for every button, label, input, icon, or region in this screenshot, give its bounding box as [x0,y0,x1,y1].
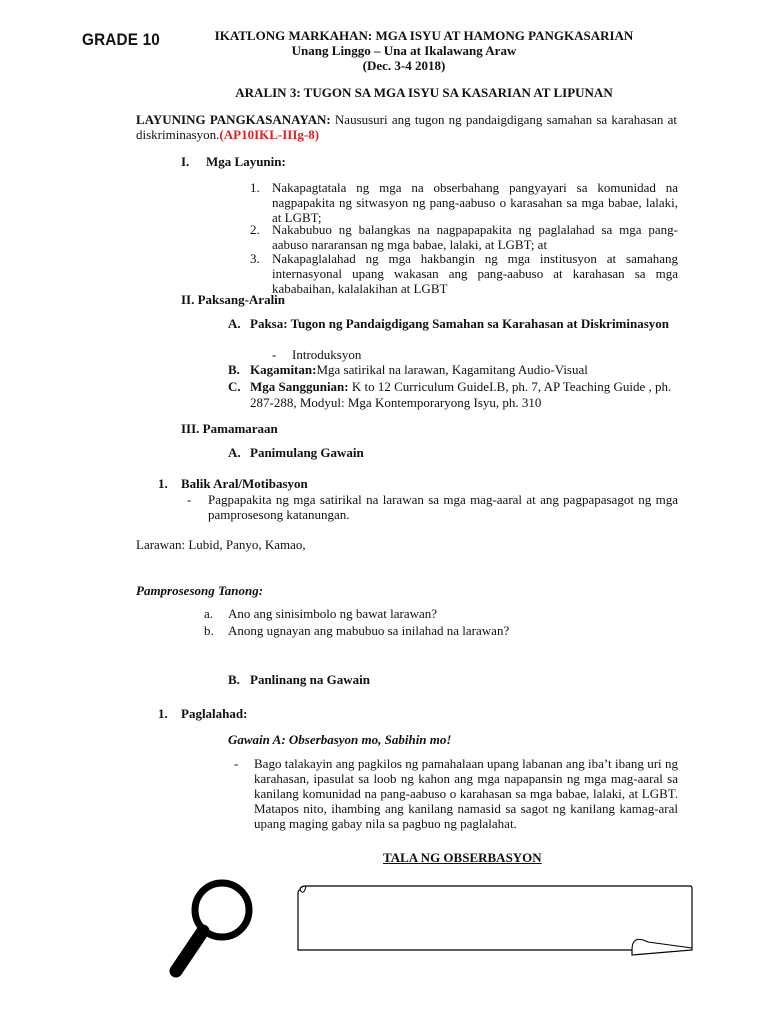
step-a-label: A. [228,445,241,460]
section1-title: Mga Layunin: [206,154,286,169]
question-label: b. [204,623,214,638]
kagamitan-text: Mga satirikal na larawan, Kagamitang Audio-Visual [316,362,588,377]
magnifying-glass-icon [166,876,258,980]
paglalahad-title: Paglalahad: [181,706,248,721]
aralin-title: ARALIN 3: TUGON SA MGA ISYU SA KASARIAN AT LIPUNAN [235,85,613,100]
paksa: Paksa: Tugon ng Pandaigdigang Samahan sa Karahasan at Diskriminasyon [250,316,670,331]
layunin-pangkasanayan [136,112,677,142]
dash: - [187,492,192,507]
question-text: Ano ang sinisimbolo ng bawat larawan? [228,606,438,621]
section2-title: II. Paksang-Aralin [181,292,286,307]
section1-numeral: I. [181,154,190,169]
objective-item: Nakabubuo ng balangkas na nagpapapakita ng paglalahad sa mga pang-aabuso nararansan ng mga babae, lalaki, at LGBT; at [272,222,678,252]
question-text: Anong ugnayan ang mabubuo sa inilahad na larawan? [228,623,510,638]
dash: - [234,756,239,771]
kagamitan-label: Kagamitan: [250,362,317,377]
item-c-label: C. [228,379,241,394]
section3-title: III. Pamamaraan [181,421,278,436]
question-label: a. [204,606,214,621]
balik-aral-text: Pagpapakita ng mga satirikal na larawan sa mga mag-aaral at ang pagpapasagot ng mga pamprosesong katanungan. [208,492,678,522]
sanggunian-text: K to 12 Curriculum GuideI.B, ph. 7, AP Teaching Guide , ph. 287-288, Modyul: Mga Kontemporaryong Isyu, ph. 310 [250,379,672,410]
balik-number: 1. [158,476,168,491]
step-b-label: B. [228,672,240,687]
pamprosesong-tanong: Pamprosesong Tanong: [136,583,264,598]
objective-number: 2. [250,222,260,237]
objective-number: 3. [250,251,260,266]
item-a-label: A. [228,316,241,331]
objective-number: 1. [250,180,260,195]
balik-aral-title: Balik Aral/Motibasyon [181,476,308,491]
curled-note-box [296,884,700,956]
gawain-a-title: Gawain A: Obserbasyon mo, Sabihin mo! [228,732,452,747]
sanggunian [250,379,690,411]
quarter-title: IKATLONG MARKAHAN: MGA ISYU AT HAMONG PANGKASARIAN [214,28,634,43]
layunin-label: LAYUNING PANGKASANAYAN: [136,112,331,127]
panimulang-gawain: Panimulang Gawain [250,445,364,460]
objective-item: Nakapagtatala ng mga na obserbahang pangyayari sa komunidad na nagpapakita ng sitwasyon ng pang-aabuso o karasahan sa mga babae, lalaki, at LGBT; [272,180,678,225]
larawan-list: Larawan: Lubid, Panyo, Kamao, [136,537,306,552]
gawain-a-text: Bago talakayin ang pagkilos ng pamahalaan upang labanan ang iba’t ibang uri ng karahasan, ipasulat sa loob ng kahon ang mga napapansin ng mga mag-aaral sa kanilang komunidad na pang-aabuso o karahasan sa mga babae, lalaki, at LGBT. Matapos nito, ihambing ang kanilang namasid sa sagot ng kanilang kamag-aral upang maging gabay nila sa pagbuo ng paglalahat. [254,756,678,831]
layunin-text: Naususuri ang tugon ng pandaigdigang samahan sa karahasan at diskriminasyon. [136,112,677,142]
week-day-line: Unang Linggo – Una at Ikalawang Araw [291,43,517,58]
sanggunian-label: Mga Sanggunian: [250,379,349,394]
kagamitan [250,362,588,378]
paglalahad-number: 1. [158,706,168,721]
item-b-label: B. [228,362,240,377]
dash: - [272,347,277,362]
tala-ng-obserbasyon: TALA NG OBSERBASYON [383,850,542,865]
date-line: (Dec. 3-4 2018) [362,58,446,73]
paksa-sub: Introduksyon [292,347,362,362]
objective-item: Nakapaglalahad ng mga hakbangin ng mga institusyon at samahang internasyonal upang wakasan ang pang-aabuso at karahasan sa mga kababaihan, kalalakihan at LGBT [272,251,678,296]
grade-label: GRADE 10 [82,30,160,49]
panlinang-gawain: Panlinang na Gawain [250,672,370,687]
competency-code: (AP10IKL-IIIg-8) [219,127,320,142]
